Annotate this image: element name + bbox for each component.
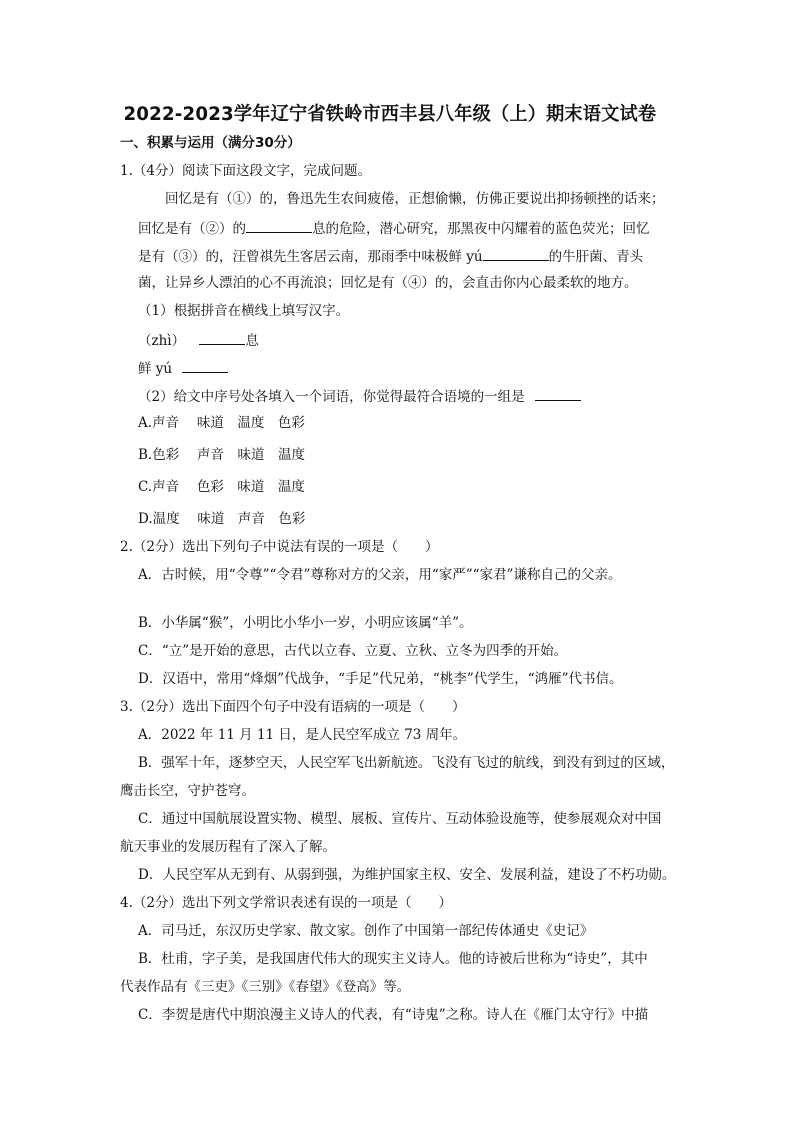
passage-line-1: 回忆是有（①）的，鲁迅先生农间疲倦，正想偷懒，仿佛正要说出抑扬顿挫的话来；: [165, 191, 665, 207]
pinyin-suffix: 息: [245, 333, 259, 349]
question-3-option-b-line-1: B．强军十年，逐梦空天，人民空军飞出新航迹。飞没有飞过的航线，到没有到过的区域，: [138, 755, 675, 771]
question-2-option-c: C．“立”是开始的意思，古代以立春、立夏、立秋、立冬为四季的开始。: [138, 643, 568, 659]
passage-line-3: [138, 246, 643, 266]
question-3-option-c-line-1: C．通过中国航展设置实物、模型、展板、宣传片、互动体验设施等，使参展观众对中国: [138, 811, 662, 827]
question-4-option-b-line-1: B．杜甫，字子美，是我国唐代伟大的现实主义诗人。他的诗被后世称为“诗史”，其中: [138, 951, 648, 967]
pinyin-label: （zhì）: [138, 333, 186, 349]
sub-question-1: （1）根据拼音在横线上填写汉字。: [138, 303, 350, 319]
sub-question-2: [138, 386, 581, 406]
question-3-option-a: A．2022 年 11 月 11 日，是人民空军成立 73 周年。: [138, 727, 467, 743]
pinyin-item-2: [138, 358, 228, 378]
answer-blank[interactable]: [535, 386, 581, 401]
question-4-option-b-line-2: 代表作品有《三吏》《三别》《春望》《登高》等。: [120, 979, 411, 995]
passage-text: 的牛肝菌、青头: [548, 249, 644, 265]
question-4-option-c-line-1: C．李贺是唐代中期浪漫主义诗人的代表，有“诗鬼”之称。诗人在《雁门太守行》中描: [138, 1007, 649, 1023]
answer-blank[interactable]: [483, 246, 549, 261]
exam-title: 2022-2023学年辽宁省铁岭市西丰县八年级（上）期末语文试卷: [123, 104, 657, 125]
answer-blank[interactable]: [246, 218, 312, 233]
question-2-option-b: B．小华属“猴”，小明比小华小一岁，小明应该属“羊”。: [138, 615, 473, 631]
option-c: C.声音 色彩 味道 温度: [138, 479, 305, 495]
question-2-option-a: A．古时候，用“令尊”“令君”尊称对方的父亲，用“家严”“家君”谦称自己的父亲。: [138, 567, 622, 583]
option-b: B.色彩 声音 味道 温度: [138, 447, 306, 463]
section-heading: 一、积累与运用（满分30分）: [120, 135, 301, 151]
passage-line-4: 菌，让异乡人漂泊的心不再流浪；回忆是有（④）的，会直击你内心最柔软的地方。: [138, 275, 638, 291]
option-d: D.温度 味道 声音 色彩: [138, 511, 306, 527]
question-4-stem: 4.（2分）选出下列文学常识表述有误的一项是（ ）: [120, 895, 452, 911]
pinyin-label: 鲜 yú: [138, 361, 173, 377]
question-4-option-a: A．司马迁，东汉历史学家、散文家。创作了中国第一部纪传体通史《史记》: [138, 923, 594, 939]
question-2-stem: 2.（2分）选出下列句子中说法有误的一项是（ ）: [120, 539, 439, 555]
question-1-stem: 1.（4分）阅读下面这段文字，完成问题。: [120, 163, 371, 179]
question-3-option-d: D．人民空军从无到有、从弱到强，为维护国家主权、安全、发展利益，建设了不朽功勋。: [138, 867, 676, 883]
question-3-stem: 3.（2分）选出下面四个句子中没有语病的一项是（ ）: [120, 699, 466, 715]
passage-line-2: [138, 218, 650, 238]
option-a: A.声音 味道 温度 色彩: [138, 415, 305, 431]
passage-text: 息的危险，潜心研究，那黑夜中闪耀着的蓝色荧光；回忆: [312, 221, 650, 237]
answer-blank[interactable]: [199, 330, 245, 345]
answer-blank[interactable]: [182, 358, 228, 373]
question-3-option-b-line-2: 鹰击长空，守护苍穹。: [120, 783, 255, 799]
pinyin-item-1: [138, 330, 259, 350]
question-3-option-c-line-2: 航天事业的发展历程有了深入了解。: [120, 839, 336, 855]
passage-text: 是有（③）的，汪曾祺先生客居云南，那雨季中味极鲜 yú: [138, 249, 483, 265]
passage-text: 回忆是有（②）的: [138, 221, 246, 237]
sub-question-2-text: （2）给文中序号处各填入一个词语，你觉得最符合语境的一组是: [138, 389, 525, 405]
question-2-option-d: D．汉语中，常用“烽烟”代战争，“手足”代兄弟，“桃李”代学生，“鸿雁”代书信。: [138, 671, 623, 687]
